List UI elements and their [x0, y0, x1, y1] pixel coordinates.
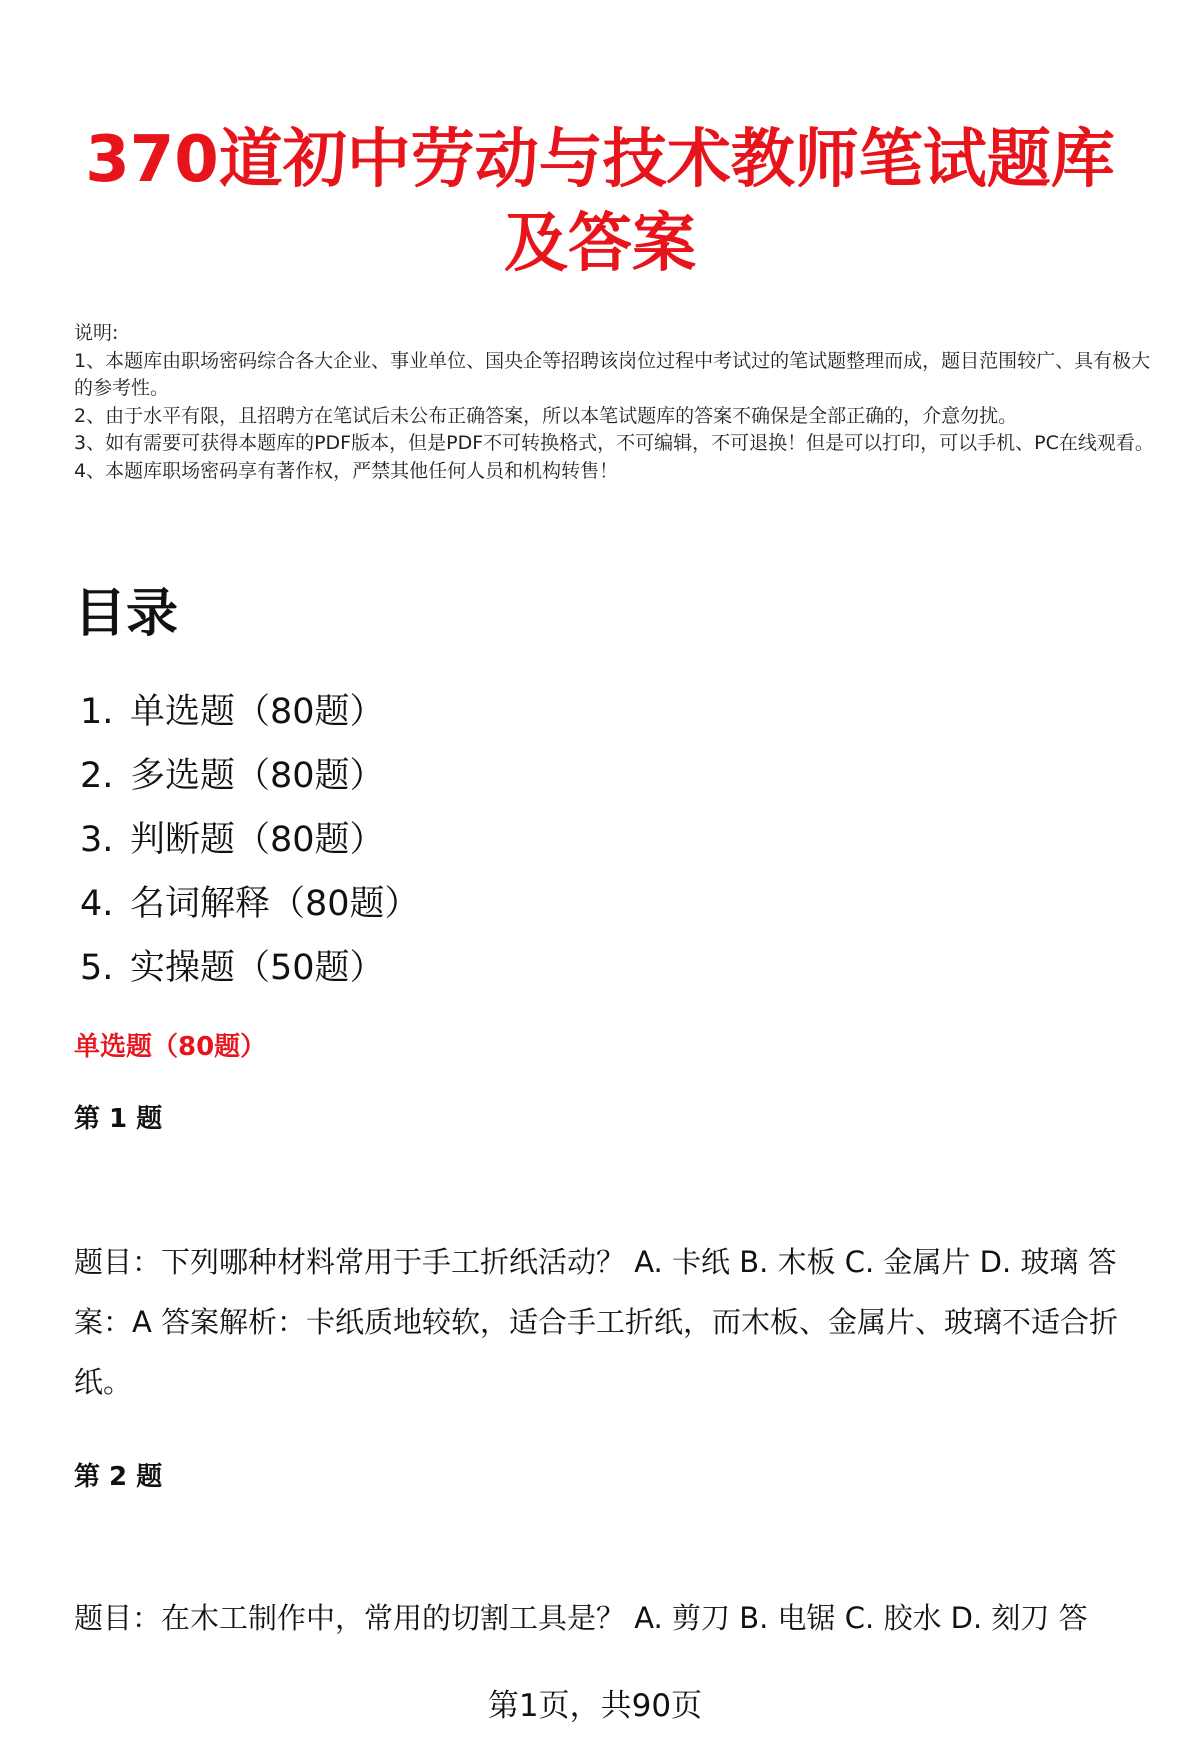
question-body: 题目：在木工制作中，常用的切割工具是？ A. 剪刀 B. 电锯 C. 胶水 D. 刻刀 答 — [74, 1601, 1088, 1635]
toc-item-label: 多选题（80题） — [130, 756, 385, 796]
question-heading: 第 2 题 — [74, 1462, 163, 1492]
toc-item-label: 实操题（50题） — [130, 948, 385, 988]
instruction-item-4: 4、本题库职场密码享有著作权，严禁其他任何人员和机构转售！ — [74, 459, 619, 482]
toc-item-number: 1. — [80, 692, 114, 732]
instruction-item-3: 3、如有需要可获得本题库的PDF版本，但是PDF不可转换格式，不可编辑，不可退换！但是可以打印，可以手机、PC在线观看。 — [74, 432, 1154, 454]
toc-item-label: 单选题（80题） — [130, 692, 385, 732]
title-line-1: 370道初中劳动与技术教师笔试题库 — [85, 123, 1115, 197]
toc-item[interactable] — [80, 872, 420, 936]
instruction-item-1: 1、本题库由职场密码综合各大企业、事业单位、国央企等招聘该岗位过程中考试过的笔试题整理而成，题目范围较广、具有极大的参考性。 — [74, 349, 1151, 399]
toc-item[interactable] — [80, 680, 420, 744]
toc-item-number: 3. — [80, 820, 114, 860]
page-footer: 第1页，共90页 — [487, 1688, 703, 1724]
toc-item-number: 4. — [80, 884, 114, 924]
question-body: 题目：下列哪种材料常用于手工折纸活动？ A. 卡纸 B. 木板 C. 金属片 D. 玻璃 答案：A 答案解析：卡纸质地较软，适合手工折纸，而木板、金属片、玻璃不适合折纸。 — [74, 1245, 1119, 1399]
section-heading: 单选题（80题） — [74, 1032, 267, 1062]
document-title — [40, 118, 1160, 286]
toc-item[interactable] — [80, 744, 420, 808]
question-heading: 第 1 题 — [74, 1104, 163, 1134]
toc-item-number: 5. — [80, 948, 114, 988]
title-line-2: 及答案 — [504, 207, 696, 281]
instructions-block — [74, 320, 1160, 485]
toc-heading: 目录 — [74, 584, 179, 644]
toc-item-number: 2. — [80, 756, 114, 796]
table-of-contents — [80, 680, 420, 1000]
toc-item-label: 名词解释（80题） — [130, 884, 420, 924]
toc-item-label: 判断题（80题） — [130, 820, 385, 860]
toc-item[interactable] — [80, 808, 420, 872]
instructions-heading: 说明: — [74, 322, 119, 344]
toc-item[interactable] — [80, 936, 420, 1000]
instruction-item-2: 2、由于水平有限，且招聘方在笔试后未公布正确答案，所以本笔试题库的答案不确保是全部正确的，介意勿扰。 — [74, 404, 1018, 427]
